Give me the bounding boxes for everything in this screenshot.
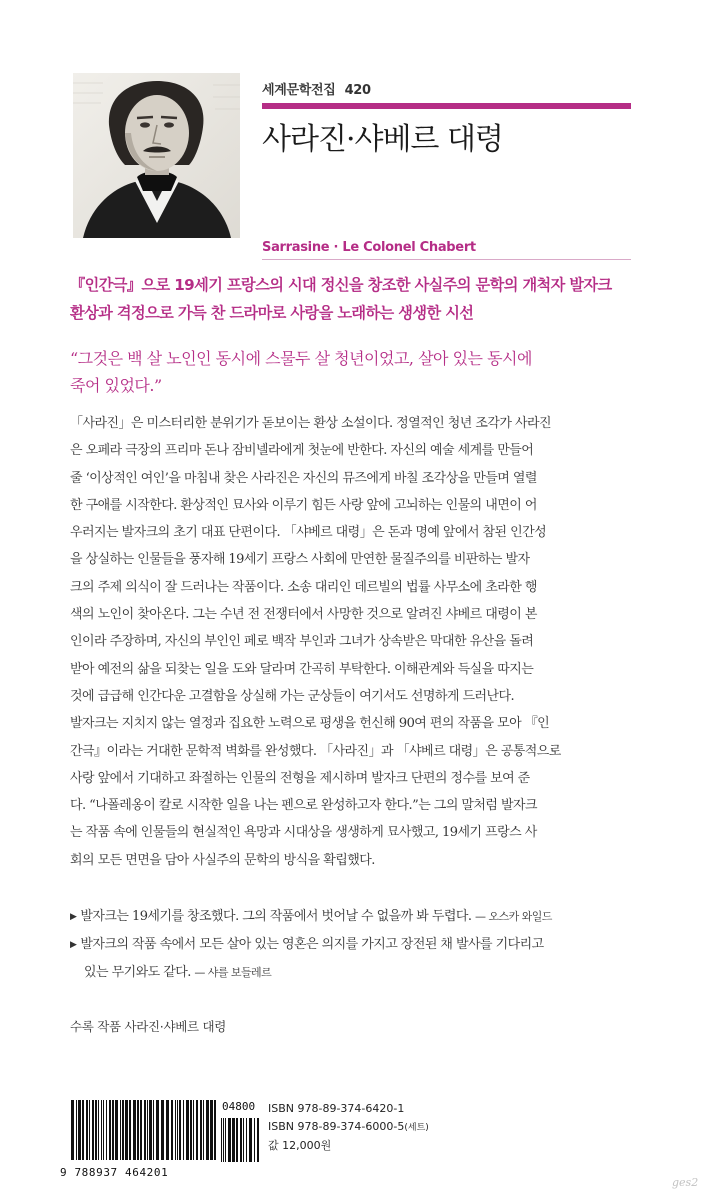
quote-line: “그것은 백 살 노인인 동시에 스물두 살 청년이었고, 살아 있는 동시에 <box>70 349 532 368</box>
synopsis-line: 색의 노인이 찾아온다. 그는 수년 전 전쟁터에서 사망한 것으로 알려진 샤베르 대령이 본 <box>70 607 537 623</box>
barcode-bar <box>166 1100 169 1160</box>
book-subtitle: Sarrasine · Le Colonel Chabert <box>262 240 476 255</box>
book-title: 사라진·샤베르 대령 <box>262 122 503 157</box>
isbn-set-suffix: (세트) <box>404 1123 429 1133</box>
barcode-bar <box>78 1100 81 1160</box>
barcode-bar <box>89 1100 90 1160</box>
price: 값 12,000원 <box>268 1139 332 1152</box>
barcode-bar <box>206 1100 209 1160</box>
barcode-bar <box>129 1100 131 1160</box>
barcode-bar <box>153 1100 154 1160</box>
series-label <box>262 79 371 98</box>
addon-barcode <box>220 1118 262 1162</box>
publisher-logo: ges2 <box>672 1176 699 1189</box>
barcode-bar <box>214 1100 216 1160</box>
isbn-line-set: ISBN 978-89-374-6000-5(세트) <box>268 1120 429 1133</box>
synopsis-line: 받아 예전의 삶을 되찾는 일을 도와 달라며 간곡히 부탁한다. 이해관계와 득실을 따지는 <box>70 661 534 677</box>
praise-continuation <box>70 959 635 986</box>
barcode-bar <box>186 1100 189 1160</box>
tagline-line: 『인간극』으로 19세기 프랑스의 시대 정신을 창조한 사실주의 문학의 개척자 발자크 <box>70 276 612 294</box>
tagline <box>70 271 650 327</box>
barcode-bar <box>171 1100 173 1160</box>
barcode-bar <box>246 1118 247 1162</box>
addon-digits: 04800 <box>222 1100 256 1113</box>
synopsis <box>70 410 635 874</box>
synopsis-line: 크의 주제 의식이 잘 드러나는 작품이다. 소송 대리인 데르빌의 법률 사무소에 초라한 행 <box>70 579 537 595</box>
triangle-bullet-icon: ▶ <box>70 940 77 950</box>
barcode-bar <box>257 1118 259 1162</box>
synopsis-line: 다. “나폴레옹이 칼로 시작한 일을 나는 펜으로 완성하고자 한다.”는 그의 말처럼 발자크 <box>70 798 538 814</box>
barcode-bar <box>179 1100 181 1160</box>
series-number: 420 <box>344 83 371 98</box>
portrait-engraving <box>73 73 240 238</box>
barcode-bar <box>175 1100 176 1160</box>
barcode-bar <box>101 1100 102 1160</box>
barcode-bar <box>210 1100 213 1160</box>
praise-list <box>70 903 635 986</box>
barcode-bar <box>95 1100 97 1160</box>
synopsis-line: 한 구애를 시작한다. 환상적인 묘사와 이루기 힘든 사랑 앞에 고뇌하는 인물의 내면이 어 <box>70 497 537 513</box>
barcode-bar <box>221 1118 222 1162</box>
series-name: 세계문학전집 <box>262 83 336 98</box>
barcode-bar <box>200 1100 202 1160</box>
synopsis-line: 사랑 앞에서 기대하고 좌절하는 인물의 전형을 제시하며 발자크 단편의 정수를 보여 준 <box>70 770 530 786</box>
triangle-bullet-icon: ▶ <box>70 912 77 922</box>
barcode-bar <box>103 1100 104 1160</box>
barcode-bar <box>249 1118 252 1162</box>
barcode-bar <box>236 1118 238 1162</box>
synopsis-line: 을 상실하는 인물들을 풍자해 19세기 프랑스 사회에 만연한 물질주의를 비판하는 발자 <box>70 552 530 568</box>
isbn-block <box>268 1100 429 1155</box>
barcode-bar <box>228 1118 231 1162</box>
praise-text: 발자크는 19세기를 창조했다. 그의 작품에서 벗어날 수 없을까 봐 두렵다. <box>80 909 472 924</box>
isbn-barcode <box>70 1100 220 1160</box>
barcode-bar <box>122 1100 124 1160</box>
barcode-bar <box>232 1118 235 1162</box>
barcode-bar <box>76 1100 77 1160</box>
synopsis-line: 발자크는 지치지 않는 열정과 집요한 노력으로 평생을 헌신해 90여 편의 작품을 모아 『인 <box>70 716 550 732</box>
praise-attribution: — 샤를 보들레르 <box>194 966 272 979</box>
barcode-bar <box>112 1100 114 1160</box>
barcode-bar <box>133 1100 136 1160</box>
barcode-bar <box>161 1100 164 1160</box>
barcode-bar <box>196 1100 198 1160</box>
praise-text: 발자크의 작품 속에서 모든 살아 있는 영혼은 의지를 가지고 장전된 채 발사를 기다리고 <box>80 937 544 952</box>
barcode-bar <box>106 1100 107 1160</box>
praise-text: 있는 무기와도 같다. <box>84 965 191 980</box>
synopsis-line: 「사라진」은 미스터리한 분위기가 돋보이는 환상 소설이다. 정열적인 청년 조각가 사라진 <box>70 416 552 431</box>
barcode-bar <box>115 1100 118 1160</box>
barcode-digits: 9 788937 464201 <box>60 1166 169 1179</box>
barcode-bar <box>190 1100 192 1160</box>
barcode-bar <box>98 1100 99 1160</box>
quote-line: 죽어 있었다.” <box>70 376 162 395</box>
synopsis-line: 우러지는 발자크의 초기 대표 단편이다. 「샤베르 대령」은 돈과 명예 앞에서 참된 인간성 <box>70 525 547 541</box>
barcode-bar <box>225 1118 226 1162</box>
barcode-bar <box>177 1100 178 1160</box>
barcode-bar <box>92 1100 94 1160</box>
tagline-line: 환상과 격정으로 가득 찬 드라마로 사랑을 노래하는 생생한 시선 <box>70 304 474 322</box>
barcode-bar <box>203 1100 204 1160</box>
barcode-bar <box>144 1100 146 1160</box>
barcode-bar <box>137 1100 139 1160</box>
synopsis-line: 는 작품 속에 인물들의 현실적인 욕망과 시대상을 생생하게 묘사했고, 19세기 프랑스 사 <box>70 825 537 841</box>
barcode-bar <box>254 1118 255 1162</box>
barcode-bar <box>147 1100 148 1160</box>
isbn-line: ISBN 978-89-374-6420-1 <box>268 1102 405 1115</box>
accent-bar <box>262 103 631 109</box>
barcode-bar <box>149 1100 152 1160</box>
praise-attribution: — 오스카 와일드 <box>475 910 552 923</box>
barcode-bar <box>223 1118 224 1162</box>
barcode-bar <box>120 1100 121 1160</box>
barcode-bar <box>156 1100 159 1160</box>
barcode-bar <box>193 1100 194 1160</box>
contents-note: 수록 작품 사라진·샤베르 대령 <box>70 1019 226 1034</box>
barcode-bar <box>109 1100 111 1160</box>
pull-quote <box>70 345 650 399</box>
barcode-bar <box>140 1100 142 1160</box>
barcode-bar <box>243 1118 244 1162</box>
synopsis-line: 간극』이라는 거대한 문학적 벽화를 완성했다. 「사라진」과 「샤베르 대령」은 공통적으로 <box>70 743 561 759</box>
praise-item <box>70 931 635 959</box>
author-portrait <box>73 73 240 238</box>
barcode-bar <box>183 1100 184 1160</box>
synopsis-line: 인이라 주장하며, 자신의 부인인 페로 백작 부인과 그녀가 상속받은 막대한 유산을 돌려 <box>70 634 534 650</box>
barcode-bar <box>125 1100 128 1160</box>
synopsis-line: 줄 ‘이상적인 여인’을 마침내 찾은 사라진은 자신의 뮤즈에게 바칠 조각상을 만들며 열렬 <box>70 470 537 486</box>
praise-item <box>70 903 635 931</box>
subtitle-divider <box>262 259 631 260</box>
barcode-bar <box>86 1100 88 1160</box>
barcode-bar <box>82 1100 84 1160</box>
barcode-bar <box>71 1100 74 1160</box>
synopsis-line: 것에 급급해 인간다운 고결함을 상실해 가는 군상들이 여기서도 선명하게 드러난다. <box>70 688 515 704</box>
synopsis-line: 은 오페라 극장의 프리마 돈나 잠비넬라에게 첫눈에 반한다. 자신의 예술 세계를 만들어 <box>70 443 534 459</box>
synopsis-line: 회의 모든 면면을 담아 사실주의 문학의 방식을 확립했다. <box>70 852 375 868</box>
barcode-bar <box>240 1118 242 1162</box>
